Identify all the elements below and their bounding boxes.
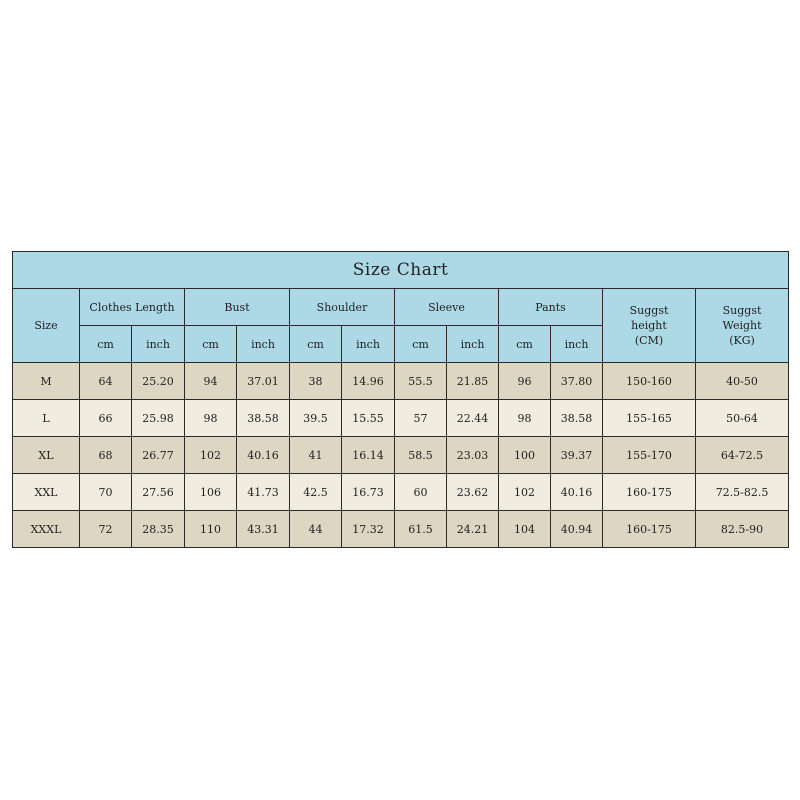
table-cell: 38.58 — [237, 400, 290, 437]
unit-cm: cm — [80, 326, 132, 363]
table-cell: 66 — [80, 400, 132, 437]
size-cell: XXXL — [13, 511, 80, 548]
clothes-length-header: Clothes Length — [80, 289, 185, 326]
size-cell: XXL — [13, 474, 80, 511]
table-cell: 25.20 — [132, 363, 185, 400]
table-cell: 24.21 — [447, 511, 499, 548]
sleeve-header: Sleeve — [395, 289, 499, 326]
height-cell: 150-160 — [603, 363, 696, 400]
table-cell: 43.31 — [237, 511, 290, 548]
table-cell: 39.5 — [290, 400, 342, 437]
unit-inch: inch — [237, 326, 290, 363]
height-cell: 155-170 — [603, 437, 696, 474]
pants-header: Pants — [499, 289, 603, 326]
size-chart-table — [12, 251, 789, 548]
table-cell: 23.62 — [447, 474, 499, 511]
table-cell: 55.5 — [395, 363, 447, 400]
table-cell: 57 — [395, 400, 447, 437]
weight-cell: 64-72.5 — [696, 437, 789, 474]
size-chart — [12, 251, 788, 548]
weight-cell: 82.5-90 — [696, 511, 789, 548]
table-cell: 102 — [499, 474, 551, 511]
size-cell: L — [13, 400, 80, 437]
unit-inch: inch — [132, 326, 185, 363]
table-cell: 68 — [80, 437, 132, 474]
table-cell: 44 — [290, 511, 342, 548]
table-row — [13, 511, 789, 548]
table-cell: 39.37 — [551, 437, 603, 474]
table-cell: 40.94 — [551, 511, 603, 548]
size-header: Size — [13, 289, 80, 363]
size-cell: M — [13, 363, 80, 400]
unit-cm: cm — [499, 326, 551, 363]
height-cell: 155-165 — [603, 400, 696, 437]
table-cell: 100 — [499, 437, 551, 474]
table-cell: 96 — [499, 363, 551, 400]
table-cell: 40.16 — [551, 474, 603, 511]
table-cell: 104 — [499, 511, 551, 548]
table-cell: 70 — [80, 474, 132, 511]
table-row — [13, 437, 789, 474]
table-cell: 38.58 — [551, 400, 603, 437]
weight-cell: 40-50 — [696, 363, 789, 400]
table-cell: 27.56 — [132, 474, 185, 511]
table-cell: 28.35 — [132, 511, 185, 548]
suggest-height-header — [603, 289, 696, 363]
table-cell: 72 — [80, 511, 132, 548]
suggest-height-line-1: Suggst — [629, 304, 669, 317]
table-title: Size Chart — [13, 252, 789, 289]
suggest-height-line-3: (CM) — [634, 334, 664, 347]
table-cell: 41 — [290, 437, 342, 474]
table-cell: 106 — [185, 474, 237, 511]
table-cell: 38 — [290, 363, 342, 400]
table-cell: 98 — [499, 400, 551, 437]
table-cell: 98 — [185, 400, 237, 437]
table-cell: 37.80 — [551, 363, 603, 400]
table-cell: 16.14 — [342, 437, 395, 474]
table-cell: 61.5 — [395, 511, 447, 548]
table-cell: 64 — [80, 363, 132, 400]
shoulder-header: Shoulder — [290, 289, 395, 326]
height-cell: 160-175 — [603, 511, 696, 548]
suggest-weight-line-2: Weight — [722, 319, 762, 332]
suggest-weight-header — [696, 289, 789, 363]
suggest-height-line-2: height — [631, 319, 667, 332]
table-row — [13, 363, 789, 400]
unit-inch: inch — [447, 326, 499, 363]
table-cell: 42.5 — [290, 474, 342, 511]
table-cell: 58.5 — [395, 437, 447, 474]
size-cell: XL — [13, 437, 80, 474]
unit-inch: inch — [342, 326, 395, 363]
table-cell: 22.44 — [447, 400, 499, 437]
table-cell: 25.98 — [132, 400, 185, 437]
table-cell: 21.85 — [447, 363, 499, 400]
table-row — [13, 474, 789, 511]
suggest-weight-line-3: (KG) — [729, 334, 755, 347]
unit-cm: cm — [185, 326, 237, 363]
height-cell: 160-175 — [603, 474, 696, 511]
table-cell: 37.01 — [237, 363, 290, 400]
table-row — [13, 400, 789, 437]
bust-header: Bust — [185, 289, 290, 326]
table-cell: 16.73 — [342, 474, 395, 511]
unit-inch: inch — [551, 326, 603, 363]
table-cell: 110 — [185, 511, 237, 548]
suggest-weight-line-1: Suggst — [722, 304, 762, 317]
table-cell: 26.77 — [132, 437, 185, 474]
table-cell: 14.96 — [342, 363, 395, 400]
table-cell: 41.73 — [237, 474, 290, 511]
table-cell: 102 — [185, 437, 237, 474]
table-cell: 17.32 — [342, 511, 395, 548]
weight-cell: 50-64 — [696, 400, 789, 437]
weight-cell: 72.5-82.5 — [696, 474, 789, 511]
unit-cm: cm — [290, 326, 342, 363]
table-cell: 15.55 — [342, 400, 395, 437]
table-cell: 23.03 — [447, 437, 499, 474]
unit-cm: cm — [395, 326, 447, 363]
table-cell: 40.16 — [237, 437, 290, 474]
table-cell: 60 — [395, 474, 447, 511]
table-cell: 94 — [185, 363, 237, 400]
